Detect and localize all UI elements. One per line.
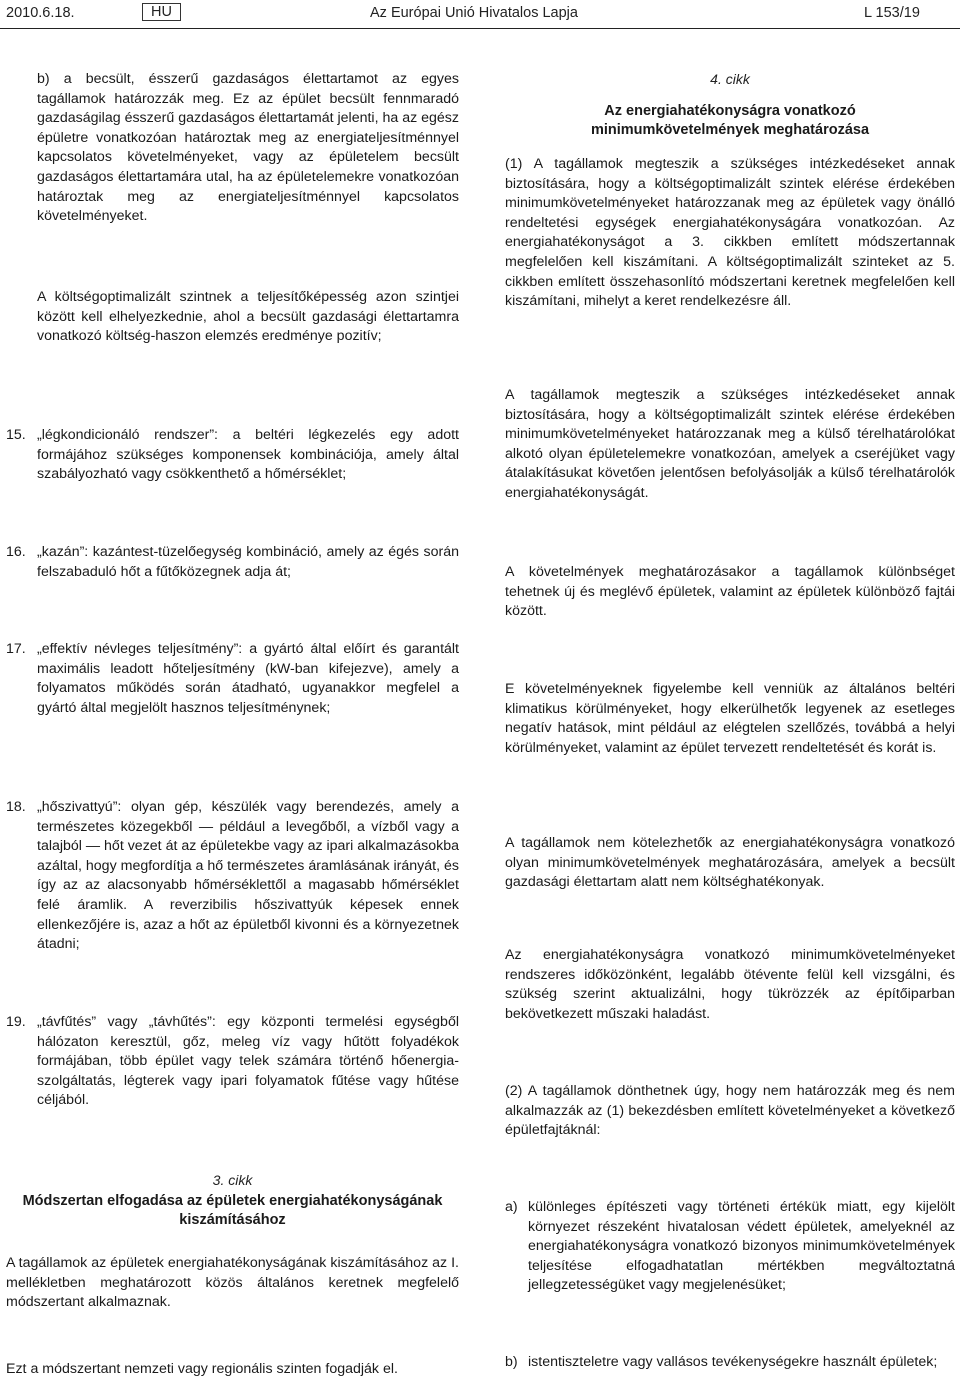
article-4-paragraph-5: A tagállamok nem kötelezhetők az energiahatékonyságra vonatkozó olyan minimumkövetelmények meghatározására, amelyek a becsült gazdasági élettartam alatt nem költséghatékonyak. xyxy=(505,835,955,891)
definition-16: 16. „kazán”: kazántest-tüzelőegység kombináció, amely az égés során felszabaduló hőt a fűtőközegnek adja át; xyxy=(6,544,459,580)
article-3-paragraph-1: A tagállamok az épületek energiahatékonyságának kiszámításához az I. mellékletben meghatározott közös általános keretnek megfelelő módszertant alkalmaznak. xyxy=(6,1255,459,1311)
article-4-paragraph-4: E követelményeknek figyelembe kell venniük az általános beltéri klimatikus körülményeket, hogy elkerülhetők legyenek az esetleges negatív hatások, mint például az elégtelen szellőzés, továbbá a helyi körülményeket, valamint az épület tervezett rendeltetését és korát is. xyxy=(505,681,955,756)
header-date: 2010.6.18. xyxy=(6,5,75,21)
exemption-item-b: b) istentiszteletre vagy vallásos tevékenységekre használt épületek; xyxy=(505,1354,938,1370)
article-4-paragraph-6: Az energiahatékonyságra vonatkozó minimumkövetelményeket rendszeres időközönként, legalább ötévente felül kell vizsgálni, és szükség szerint aktualizálni, hogy tükrözzék az építőiparban bekövetkezett műszaki haladást. xyxy=(505,947,955,1022)
item-b-paragraph: b) a becsült, ésszerű gazdaságos élettartamot az egyes tagállamok határozzák meg. Ez az épület becsült fennmaradó gazdaságilag ésszerű gazdaságos élettartamát jelenti, ha az egész épületre vonatkozóan határoztak meg az energiateljesítménnyel kapcsolatos követelményeket, vagy az épületelem becsült gazdaságos élettartamára utal, ha az épületelemekre vonatkozóan határoztak meg az energiateljesítménnyel kapcsolatos követelményeket. xyxy=(37,71,459,225)
article-3-paragraph-2: Ezt a módszertant nemzeti vagy regionális szinten fogadják el. xyxy=(6,1361,398,1377)
article-4-paragraph-1: (1) A tagállamok megteszik a szükséges intézkedéseket annak biztosítására, hogy a költségoptimalizált szintek elérése érdekében minimumkövetelményeket határozzanak meg az épületek vagy önálló rendeltetési egységek energiahatékonyságára vonatkozóan. Az energiahatékonyságot a 3. cikkben említett módszertannak megfelelően kell kiszámítani. A költségoptimalizált szinteket az 5. cikkben említett összehasonlító módszertani keretnek megfelelően kell kiszámítani, mihelyt a keret rendelkezésre áll. xyxy=(505,156,955,310)
exemption-item-a: a) különleges építészeti vagy történeti értékük miatt, egy kijelölt környezet részeként hivatalosan védett épületek, amelyeknél az energiahatékonyságra vonatkozó bizonyos minimumkövetelmények teljesítése elfogadhatatlan mértékben megváltoztatná jellegzetességüket vagy megjelenésüket; xyxy=(505,1199,955,1294)
journal-title: Az Európai Unió Hivatalos Lapja xyxy=(370,5,578,21)
cost-optimal-paragraph: A költségoptimalizált szintnek a teljesítőképesség azon szintjei között kell elhelyezkednie, ahol a becsült gazdasági élettartamra vonatkozó költség-haszon elemzés eredménye pozitív; xyxy=(37,289,459,345)
article-4-paragraph-2: A tagállamok megteszik a szükséges intézkedéseket annak biztosítására, hogy a költségoptimalizált szintek elérése érdekében minimumkövetelményeket határozzanak meg a külső térelhatárolókat alkotó olyan épületelemekre vonatkozóan, amelyek a cseréjüket vagy átalakításukat követően jelentősen befolyásolják a külső térelhatárolók energiahatékonyságát. xyxy=(505,387,955,501)
article-3-label: 3. cikk xyxy=(212,1172,253,1188)
page-number: L 153/19 xyxy=(864,5,920,21)
header-rule xyxy=(0,28,960,29)
article-3-title: Módszertan elfogadása az épületek energiahatékonyságának kiszámításához xyxy=(22,1193,443,1228)
page-header xyxy=(0,0,960,28)
language-badge: HU xyxy=(142,3,181,21)
definition-18: 18. „hőszivattyú”: olyan gép, készülék vagy berendezés, amely a természetes közegekből — például a levegőből, a vízből vagy a talajból — hőt vezet át az épületekbe vagy az ipari alkalmazásokba azáltal, hogy megfordítja a hő természetes áramlásának irányát, és így az az alacsonyabb hőmérséklettől a magasabb hőmérséklet felé áramlik. A reverzibilis hőszivattyúk képesek ennek ellenkezőjére is, azaz a hőt az épületből kivonni és a környezetnek átadni; xyxy=(6,799,459,953)
definition-17: 17. „effektív névleges teljesítmény”: a gyártó által előírt és garantált maximális leadott hőteljesítmény (kW-ban kifejezve), amely a folyamatos működés során átadható, ugyanakkor megfelel a gyártó által megjelölt hasznos teljesítménynek; xyxy=(6,641,459,716)
article-4-paragraph-7: (2) A tagállamok dönthetnek úgy, hogy nem határozzák meg és nem alkalmazzák az (1) bekezdésben említett követelményeket a következő épületfajtáknál: xyxy=(505,1083,955,1139)
article-4-paragraph-3: A követelmények meghatározásakor a tagállamok különbséget tehetnek új és meglévő épületek, valamint az épületek különböző fajtái között. xyxy=(505,564,955,620)
article-4-title: Az energiahatékonyságra vonatkozó minimumkövetelmények meghatározása xyxy=(590,103,870,138)
definition-19: 19. „távfűtés” vagy „távhűtés”: egy központi termelési egységből hálózaton keresztül, gőz, meleg víz vagy hűtött folyadékok formájában, több épület vagy telek számára történő hőenergia-szolgáltatás, légterek vagy ipari folyamatok fűtése vagy hűtése céljából. xyxy=(6,1014,459,1109)
article-4-label: 4. cikk xyxy=(710,71,750,87)
definition-15: 15. „légkondicionáló rendszer”: a beltéri légkezelés egy adott formájához szükséges komponensek kombinációja, amely által szabályozható vagy csökkenthető a hőmérséklet; xyxy=(6,427,459,483)
